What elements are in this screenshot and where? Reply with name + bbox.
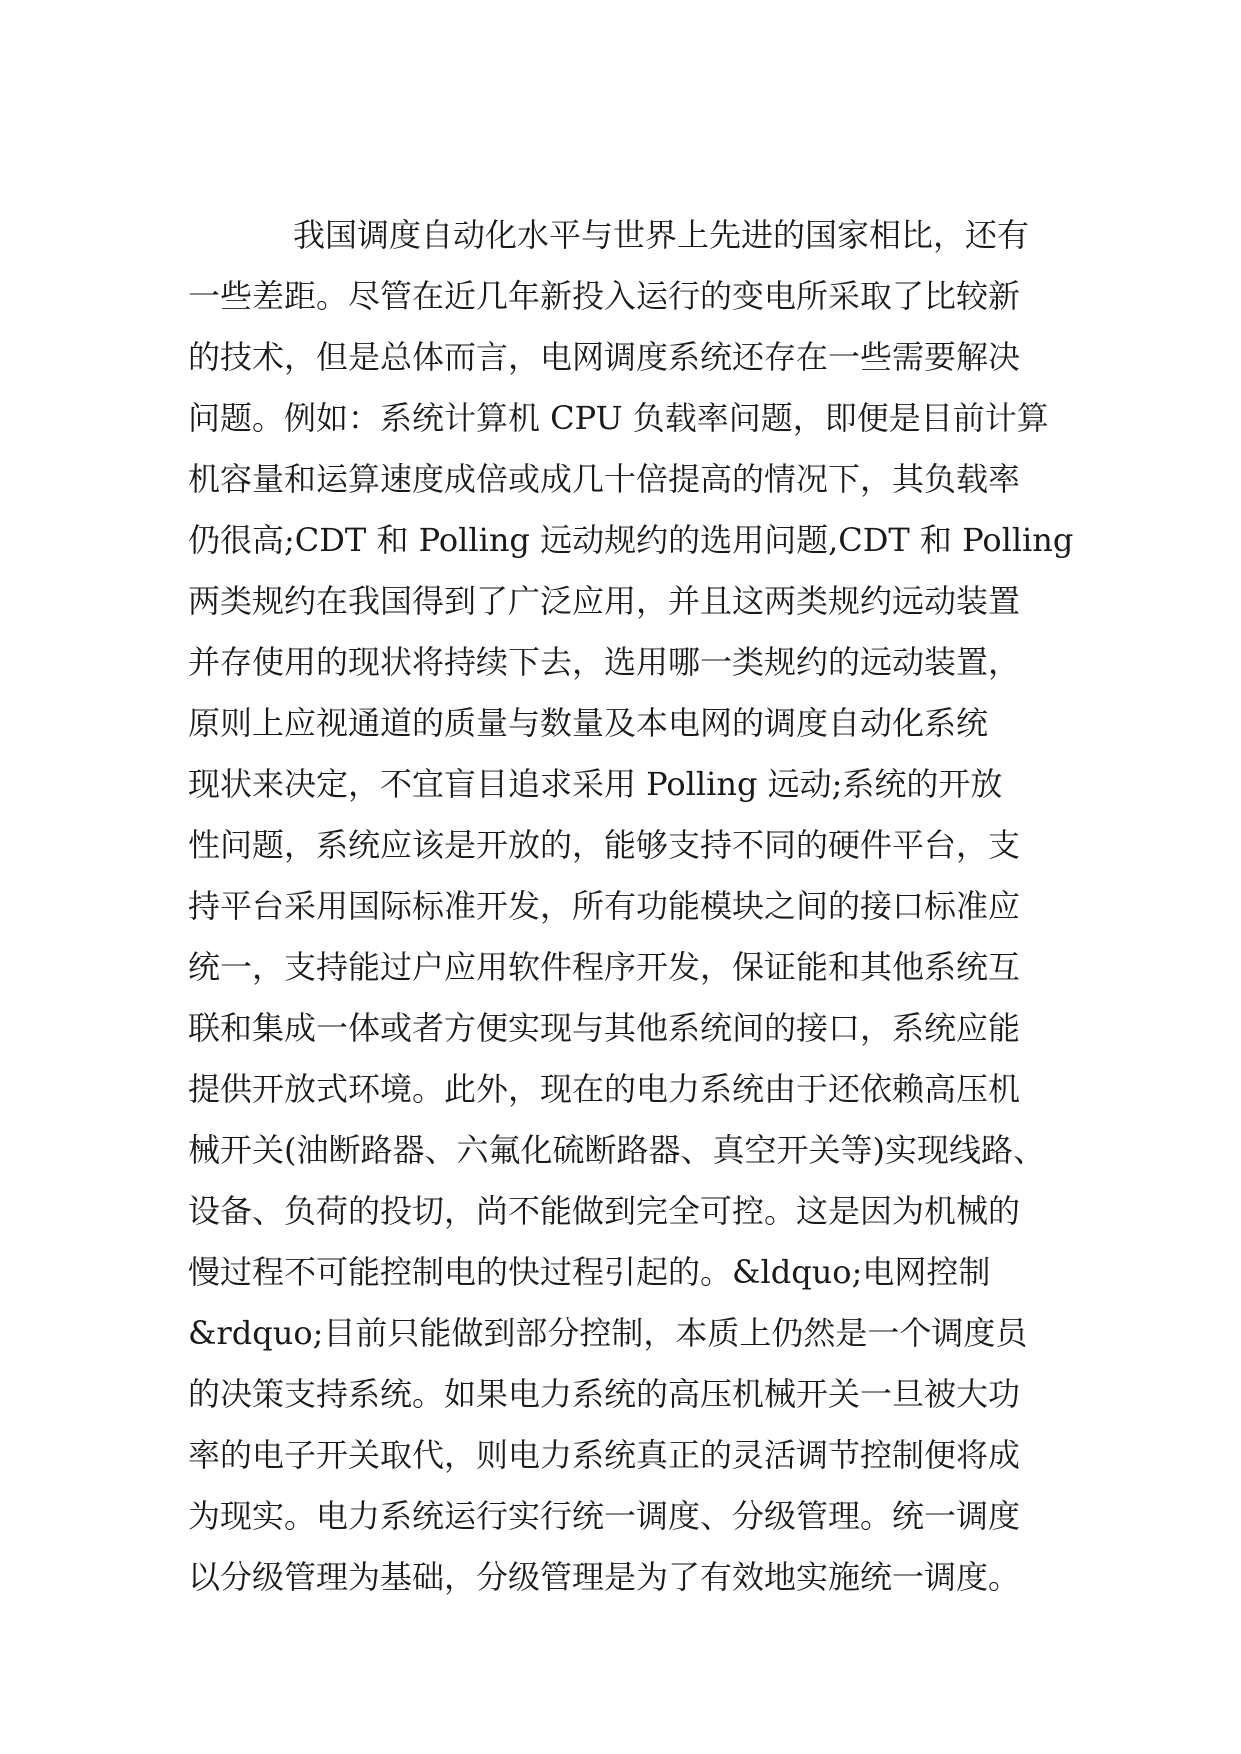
paragraph-line: 提供开放式环境。此外，现在的电力系统由于还依赖高压机 bbox=[188, 1070, 1021, 1108]
paragraph-line: 持平台采用国际标准开发，所有功能模块之间的接口标准应 bbox=[188, 887, 1021, 925]
paragraph-line: 的决策支持系统。如果电力系统的高压机械开关一旦被大功 bbox=[188, 1375, 1021, 1413]
paragraph-line: 械开关(油断路器、六氟化硫断路器、真空开关等)实现线路、 bbox=[188, 1131, 1045, 1169]
paragraph-line: &rdquo;目前只能做到部分控制，本质上仍然是一个调度员 bbox=[188, 1314, 1028, 1352]
paragraph-line: 以分级管理为基础，分级管理是为了有效地实施统一调度。 bbox=[188, 1558, 1021, 1596]
paragraph-line: 原则上应视通道的质量与数量及本电网的调度自动化系统 bbox=[188, 704, 989, 742]
paragraph-line: 问题。例如：系统计算机 CPU 负载率问题，即便是目前计算 bbox=[188, 399, 1049, 437]
paragraph-line: 现状来决定，不宜盲目追求采用 Polling 远动;系统的开放 bbox=[188, 765, 1003, 803]
paragraph-line: 联和集成一体或者方便实现与其他系统间的接口，系统应能 bbox=[188, 1009, 1021, 1047]
paragraph-line: 并存使用的现状将持续下去，选用哪一类规约的远动装置， bbox=[188, 643, 1021, 681]
paragraph-line: 统一，支持能过户应用软件程序开发，保证能和其他系统互 bbox=[188, 948, 1021, 986]
paragraph-line: 一些差距。尽管在近几年新投入运行的变电所采取了比较新 bbox=[188, 277, 1021, 315]
paragraph-line: 机容量和运算速度成倍或成几十倍提高的情况下，其负载率 bbox=[188, 460, 1021, 498]
paragraph-line: 为现实。电力系统运行实行统一调度、分级管理。统一调度 bbox=[188, 1497, 1021, 1535]
paragraph-line: 仍很高;CDT 和 Polling 远动规约的选用问题,CDT 和 Polling bbox=[188, 521, 1074, 559]
paragraph-line: 的技术，但是总体而言，电网调度系统还存在一些需要解决 bbox=[188, 338, 1021, 376]
paragraph-line: 率的电子开关取代，则电力系统真正的灵活调节控制便将成 bbox=[188, 1436, 1021, 1474]
paragraph-line: 我国调度自动化水平与世界上先进的国家相比，还有 bbox=[293, 216, 1030, 254]
paragraph-line: 设备、负荷的投切，尚不能做到完全可控。这是因为机械的 bbox=[188, 1192, 1021, 1230]
paragraph-line: 两类规约在我国得到了广泛应用，并且这两类规约远动装置 bbox=[188, 582, 1021, 620]
body-paragraph bbox=[188, 205, 1074, 1608]
paragraph-line: 性问题，系统应该是开放的，能够支持不同的硬件平台，支 bbox=[188, 826, 1021, 864]
paragraph-line: 慢过程不可能控制电的快过程引起的。&ldquo;电网控制 bbox=[188, 1253, 991, 1291]
